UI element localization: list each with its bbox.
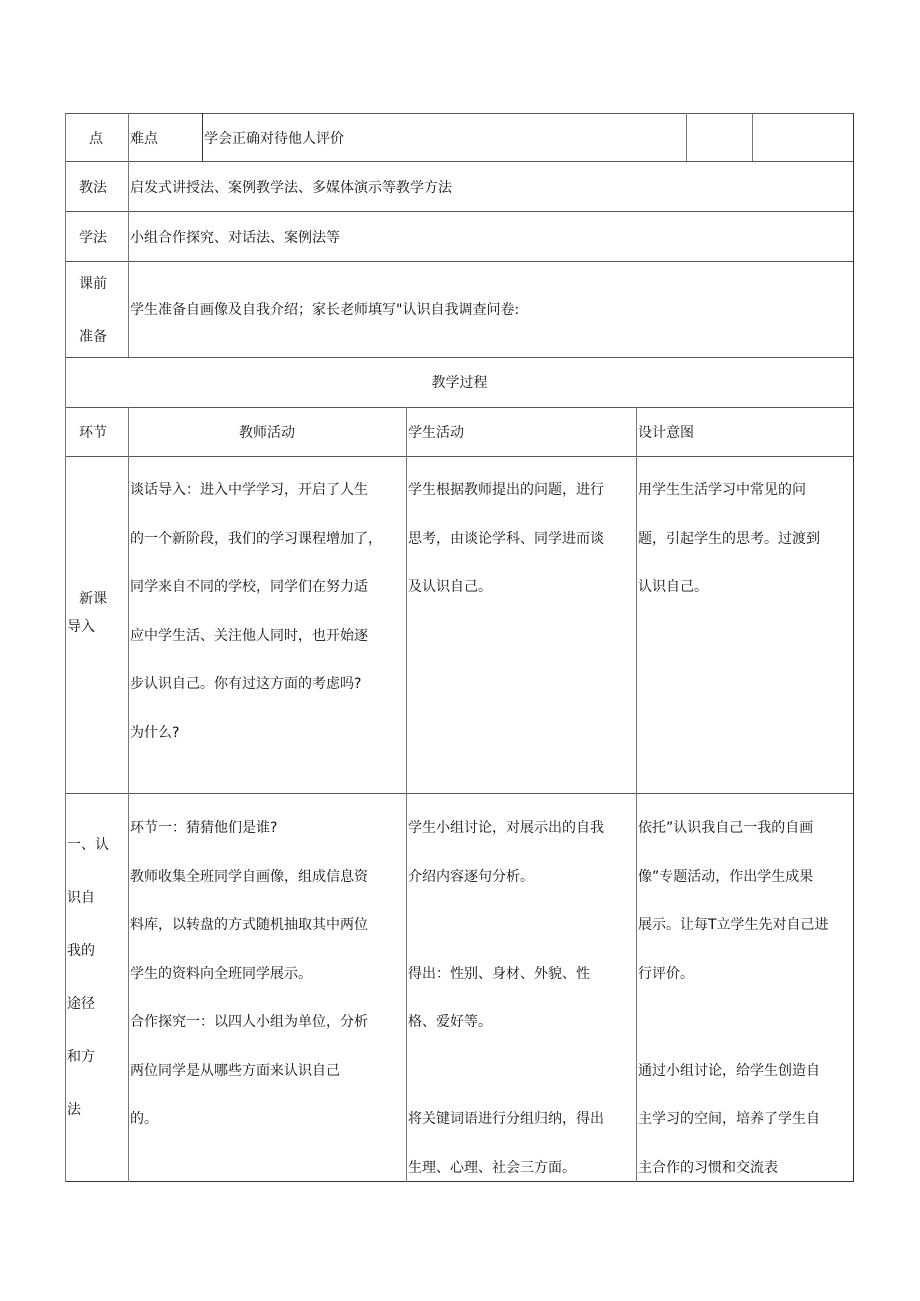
text-line: 同学来自不同的学校，同学们在努力适	[130, 579, 368, 595]
text-line: 主合作的习惯和交流表	[638, 1159, 778, 1176]
teacher-student-divider	[406, 407, 407, 1182]
text-line: 应中学生活、关注他人同时，也开始逐	[130, 627, 368, 644]
label-column-divider	[128, 113, 129, 357]
preparation-label-line2: 准备	[79, 329, 107, 345]
text-line: 得出：性别、身材、外貌、性	[408, 965, 590, 982]
text-line: 合作探究一：以四人小组为单位，分析	[130, 1014, 368, 1030]
text-line: 行评价。	[638, 965, 694, 982]
design-intent-intro	[638, 482, 820, 628]
preparation-content: 学生准备自画像及自我介绍；家长老师填写"认识自我调查问卷:	[130, 302, 520, 318]
text-line: 的。	[130, 1111, 158, 1127]
student-intent-divider	[636, 407, 637, 1182]
row-divider	[65, 211, 854, 212]
text-line: 教师收集全班同学自画像，组成信息资	[130, 868, 368, 885]
text-line: 料库，以转盘的方式随机抽取其中两位	[130, 917, 368, 933]
teaching-method-label: 教法	[79, 180, 107, 196]
text-line: 步认识自己。你有过这方面的考虑吗?	[130, 676, 362, 692]
difficulty-row-label: 点	[89, 131, 103, 147]
teaching-method-content: 启发式讲授法、案例教学法、多媒体演示等教学方法	[130, 180, 452, 196]
text-line: 通过小组讨论，给学生创造自	[638, 1062, 820, 1079]
text-line: 学生根据教师提出的问题，进行	[408, 482, 604, 498]
section-label-line: 我的	[67, 943, 95, 959]
text-line	[408, 917, 604, 966]
teacher-activity-self-recognition	[130, 820, 368, 1160]
row-divider	[65, 407, 854, 408]
difficulty-extra-divider	[686, 113, 687, 161]
header-design-intent: 设计意图	[638, 425, 694, 441]
text-line: 介绍内容逐句分析。	[408, 868, 534, 885]
text-line: 题，引起学生的思考。过渡到	[638, 530, 820, 547]
section-self-recognition	[67, 837, 109, 1155]
text-line: 格、爱好等。	[408, 1014, 492, 1030]
text-line: 依托”认识我自己一我的自画	[638, 820, 814, 836]
design-intent-self-recognition	[638, 820, 829, 1208]
student-activity-intro	[408, 482, 604, 628]
text-line: 谈话导入：进入中学学习，开启了人生	[130, 482, 368, 498]
text-line: 像”专题活动，作出学生成果	[638, 868, 814, 885]
row-divider	[65, 261, 854, 262]
difficulty-divider	[202, 113, 203, 161]
section-label-line: 途径	[67, 996, 95, 1012]
table-border-left	[65, 113, 66, 1182]
text-line: 学生的资料向全班同学展示。	[130, 965, 312, 982]
learning-method-content: 小组合作探究、对话法、案例法等	[130, 230, 340, 246]
difficulty-content: 学会正确对待他人评价	[204, 131, 344, 147]
process-title: 教学过程	[431, 375, 488, 391]
preparation-label-line1: 课前	[79, 276, 107, 292]
section-label-line: 法	[67, 1102, 81, 1118]
section-label-line: 导入	[67, 618, 95, 635]
text-line	[638, 1014, 829, 1063]
row-divider	[65, 161, 854, 162]
table-border-top	[65, 113, 854, 114]
text-line: 认识自己。	[638, 579, 708, 595]
header-section: 环节	[79, 425, 107, 441]
student-activity-self-recognition	[408, 820, 604, 1208]
text-line: 学生小组讨论，对展示出的自我	[408, 820, 604, 836]
text-line: 的一个新阶段，我们的学习课程增加了，	[130, 530, 382, 547]
header-student-activity: 学生活动	[408, 425, 464, 441]
text-line: 为什么?	[130, 724, 180, 741]
text-line: 生理、心理、社会三方面。	[408, 1159, 576, 1176]
section-label-line: 新课	[79, 591, 107, 607]
text-line: 两位同学是从哪些方面来认识自己	[130, 1062, 340, 1079]
header-teacher-activity: 教师活动	[239, 425, 295, 441]
text-line	[408, 1063, 604, 1112]
section-new-lesson-intro	[67, 591, 107, 667]
difficulty-sublabel: 难点	[130, 131, 158, 147]
section-label-line: 一、认	[67, 837, 109, 853]
text-line: 思考，由谈论学科、同学进而谈	[408, 530, 604, 547]
row-divider	[65, 456, 854, 457]
row-divider	[65, 357, 854, 358]
section-label-line: 和方	[67, 1049, 95, 1065]
text-line: 环节一：猜猜他们是谁?	[130, 820, 278, 836]
table-border-right	[853, 113, 854, 1182]
section-label-line: 识自	[67, 890, 95, 906]
learning-method-label: 学法	[79, 230, 107, 246]
text-line: 及认识自己。	[408, 579, 492, 595]
difficulty-extra-divider	[752, 113, 753, 161]
text-line: 主学习的空间，培养了学生自	[638, 1111, 820, 1127]
text-line: 将关键词语进行分组归纳，得出	[408, 1111, 604, 1127]
row-divider	[65, 793, 854, 794]
text-line: 展示。让每T立学生先对自己进	[638, 917, 829, 933]
teacher-activity-intro	[130, 482, 382, 773]
label-column-divider	[128, 407, 129, 1182]
text-line: 用学生生活学习中常见的问	[638, 482, 806, 498]
